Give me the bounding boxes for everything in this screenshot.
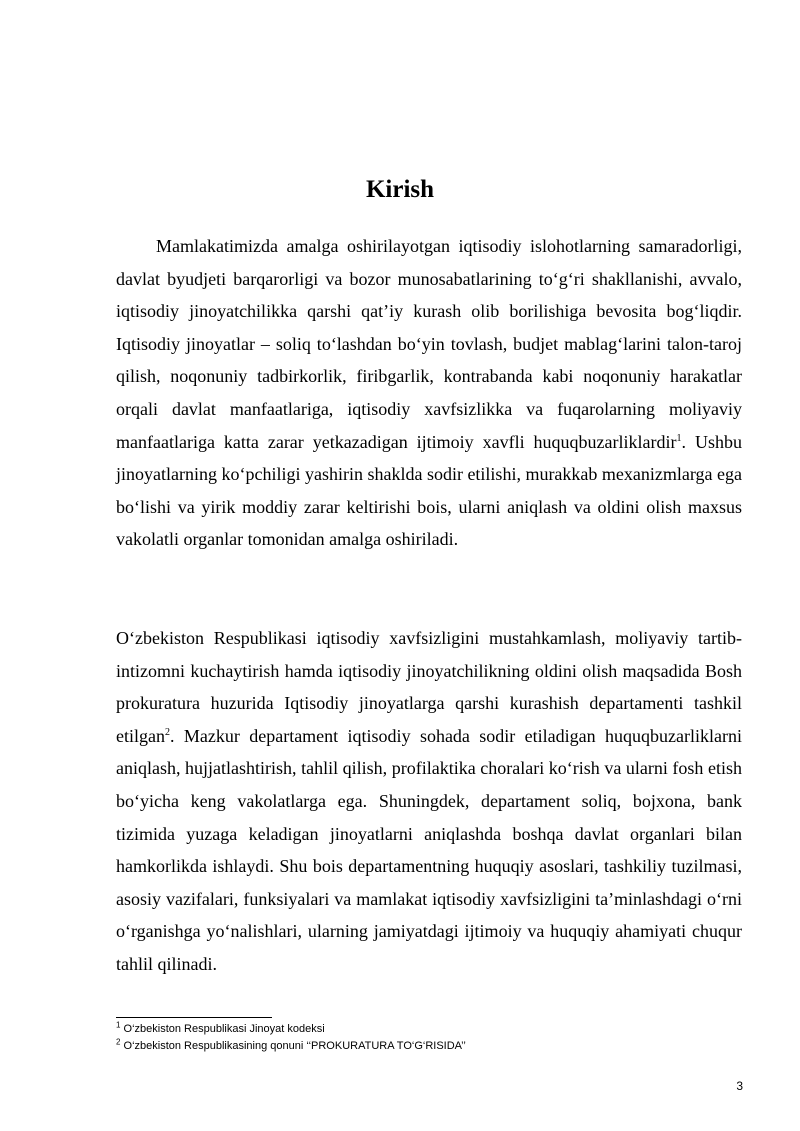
footnote-text: O‘zbekiston Respublikasi Jinoyat kodeksi [120, 1023, 325, 1035]
footnote-text: O‘zbekiston Respublikasining qonuni ‘‘PROKURATURA TO‘G‘RISIDA’’ [120, 1040, 466, 1052]
paragraph-2-text-continued: . Mazkur departament iqtisodiy sohada sodir etiladigan huquqbuzarliklarni aniqlash, hujjatlashtirish, tahlil qilish, profilaktika choralari ko‘rish va ularni fosh etish bo‘yicha keng vakolatlarga ega. Shuningdek, departament soliq, bojxona, bank tizimida yuzaga keladigan jinoyatlarni aniqlashda boshqa davlat organlari bilan hamkorlikda ishlaydi. Shu bois departamentning huquqiy asoslari, tashkiliy tuzilmasi, asosiy vazifalari, funksiyalari va mamlakat iqtisodiy xavfsizligini ta’minlashdagi o‘rni o‘rganishga yo‘nalishlari, ularning jamiyatdagi ijtimoiy va huquqiy ahamiyati chuqur tahlil qilinadi. [116, 725, 742, 974]
footnote-ref-2[interactable]: 2 [164, 726, 170, 738]
paragraph-2-text: O‘zbekiston Respublikasi iqtisodiy xavfsizligini mustahkamlash, moliyaviy tartib-intizomni kuchaytirish hamda iqtisodiy jinoyatchilikning oldini olish maqsadida Bosh prokuratura huzurida Iqtisodiy jinoyatlarga qarshi kurashish departamenti tashkil etilgan [116, 628, 742, 746]
paragraph-1-text-continued: . Ushbu jinoyatlarning ko‘pchiligi yashirin shaklda sodir etilishi, murakkab mexanizmlarga ega bo‘lishi va yirik moddiy zarar keltirishi bois, ularni aniqlash va oldini olish maxsus vakolatli organlar tomonidan amalga oshiriladi. [116, 431, 743, 550]
intro-paragraph-1 [116, 230, 742, 556]
footnote-1 [116, 1021, 742, 1038]
footnote-ref-1[interactable]: 1 [676, 432, 682, 444]
footnote-2 [116, 1038, 742, 1055]
intro-paragraph-2 [116, 622, 742, 981]
footnote-separator [116, 1017, 272, 1018]
footnote-number: 1 [116, 1020, 121, 1030]
page-title: Kirish [365, 176, 435, 203]
footnotes [116, 1021, 742, 1055]
page-number: 3 [736, 1079, 743, 1093]
footnote-number: 2 [116, 1037, 121, 1047]
paragraph-1-text: Mamlakatimizda amalga oshirilayotgan iqtisodiy islohotlarning samaradorligi, davlat byudjeti barqarorligi va bozor munosabatlarining to‘g‘ri shakllanishi, avvalo, iqtisodiy jinoyatchilikka qarshi qat’iy kurash olib borilishiga bevosita bog‘liqdir. Iqtisodiy jinoyatlar – soliq to‘lashdan bo‘yin tovlash, budjet mablag‘larini talon-taroj qilish, noqonuniy tadbirkorlik, firibgarlik, kontrabanda kabi noqonuniy harakatlar orqali davlat manfaatlariga, iqtisodiy xavfsizlikka va fuqarolarning moliyaviy manfaatlariga katta zarar yetkazadigan ijtimoiy xavfli huquqbuzarliklardir [116, 236, 742, 452]
